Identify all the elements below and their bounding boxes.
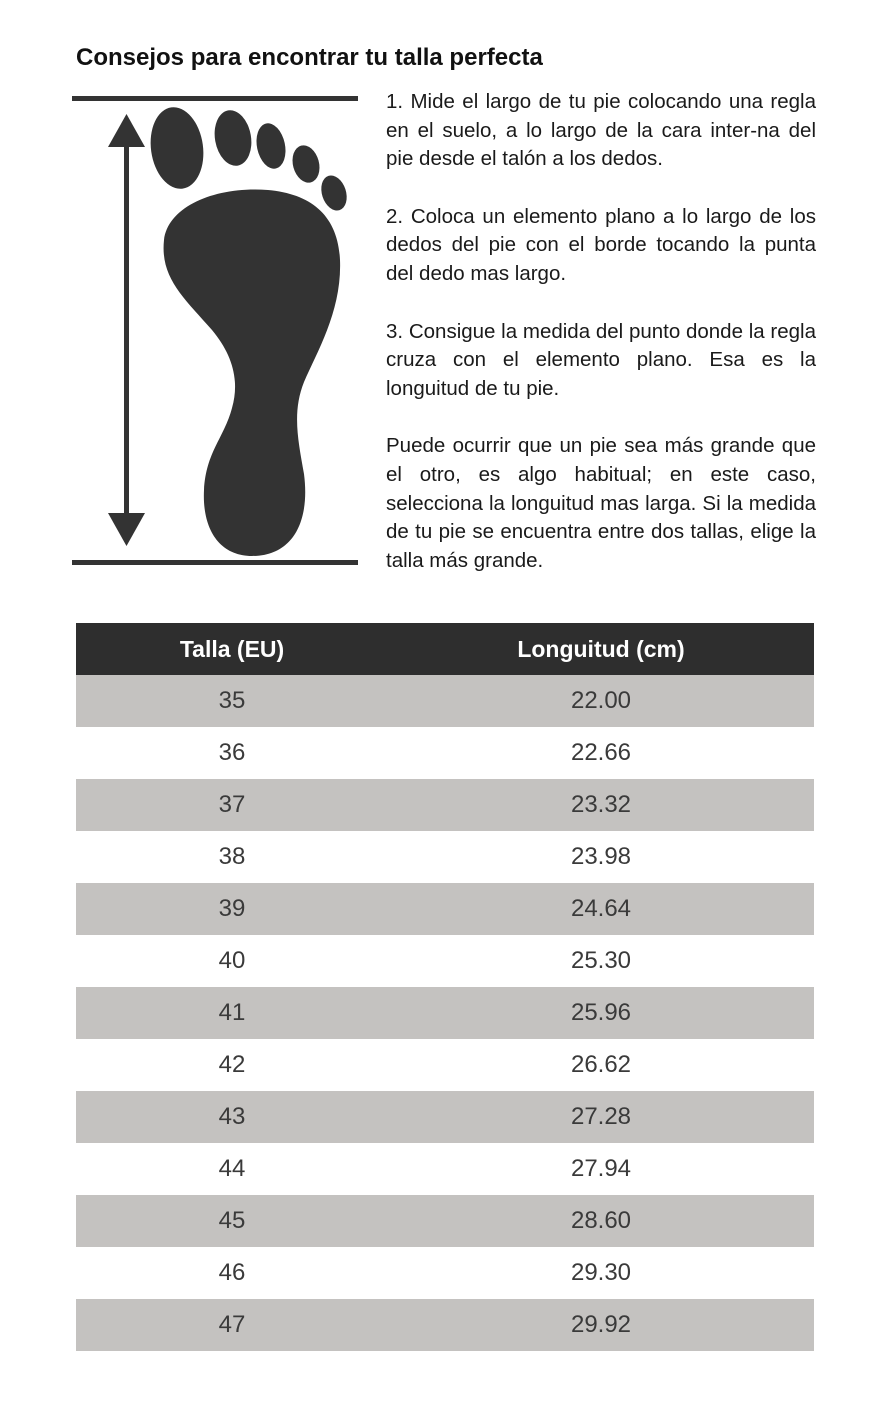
- length-cell: 23.32: [388, 779, 814, 831]
- length-cell: 23.98: [570, 843, 632, 870]
- size-cell: 47: [76, 1299, 388, 1351]
- foot-measure-icon: [72, 90, 362, 575]
- bottom-line: [72, 560, 358, 565]
- table-row: [76, 1299, 814, 1351]
- size-cell: 37: [76, 779, 388, 831]
- header-length-cm: Longuitud (cm): [388, 623, 814, 675]
- size-chart-table: [76, 623, 814, 1351]
- size-cell: 42: [218, 1051, 246, 1078]
- length-cell: 29.30: [570, 1259, 632, 1286]
- table-row: [76, 727, 814, 779]
- size-cell: 45: [76, 1195, 388, 1247]
- size-cell: 40: [218, 947, 246, 974]
- size-cell: 36: [218, 739, 246, 766]
- table-header-row: [76, 623, 814, 675]
- length-cell: 26.62: [570, 1051, 632, 1078]
- instruction-step-2: 2. Coloca un elemento plano a lo largo de los dedos del pie con el borde tocando la punta del dedo mas largo.: [386, 204, 816, 285]
- instruction-step-1: 1. Mide el largo de tu pie colocando una regla en el suelo, a lo largo de la cara inter-na del pie desde el talón a los dedos.: [386, 90, 816, 171]
- instructions-text: [386, 88, 816, 604]
- table-row: [76, 779, 814, 831]
- size-cell: 38: [218, 843, 246, 870]
- table-row: [76, 1091, 814, 1143]
- length-cell: 22.00: [388, 675, 814, 727]
- header-size-eu: Talla (EU): [76, 623, 388, 675]
- table-row: [76, 831, 814, 883]
- instruction-note: Puede ocurrir que un pie sea más grande que el otro, es algo habitual; en este caso, selecciona la longuitud mas larga. Si la medida de tu pie se encuentra entre dos tallas, elige la talla más grande.: [386, 434, 816, 572]
- size-cell: 35: [76, 675, 388, 727]
- size-cell: 43: [76, 1091, 388, 1143]
- table-row: [76, 883, 814, 935]
- length-cell: 28.60: [388, 1195, 814, 1247]
- length-cell: 22.66: [570, 739, 632, 766]
- length-cell: 27.94: [570, 1155, 632, 1182]
- top-line: [72, 96, 358, 101]
- size-cell: 39: [76, 883, 388, 935]
- table-row: [76, 1195, 814, 1247]
- table-row: [76, 935, 814, 987]
- length-arrow-icon: [108, 114, 145, 546]
- length-cell: 25.96: [388, 987, 814, 1039]
- length-cell: 24.64: [388, 883, 814, 935]
- table-row: [76, 1143, 814, 1195]
- length-cell: 29.92: [388, 1299, 814, 1351]
- table-row: [76, 987, 814, 1039]
- instruction-step-3: 3. Consigue la medida del punto donde la regla cruza con el elemento plano. Esa es la longuitud de tu pie.: [386, 319, 816, 400]
- length-cell: 25.30: [570, 947, 632, 974]
- size-cell: 41: [76, 987, 388, 1039]
- table-row: [76, 1247, 814, 1299]
- table-row: [76, 675, 814, 727]
- size-cell: 46: [218, 1259, 246, 1286]
- page-title: Consejos para encontrar tu talla perfecta: [76, 44, 543, 72]
- size-cell: 44: [218, 1155, 246, 1182]
- length-cell: 27.28: [388, 1091, 814, 1143]
- table-row: [76, 1039, 814, 1091]
- sole-icon: [164, 189, 341, 556]
